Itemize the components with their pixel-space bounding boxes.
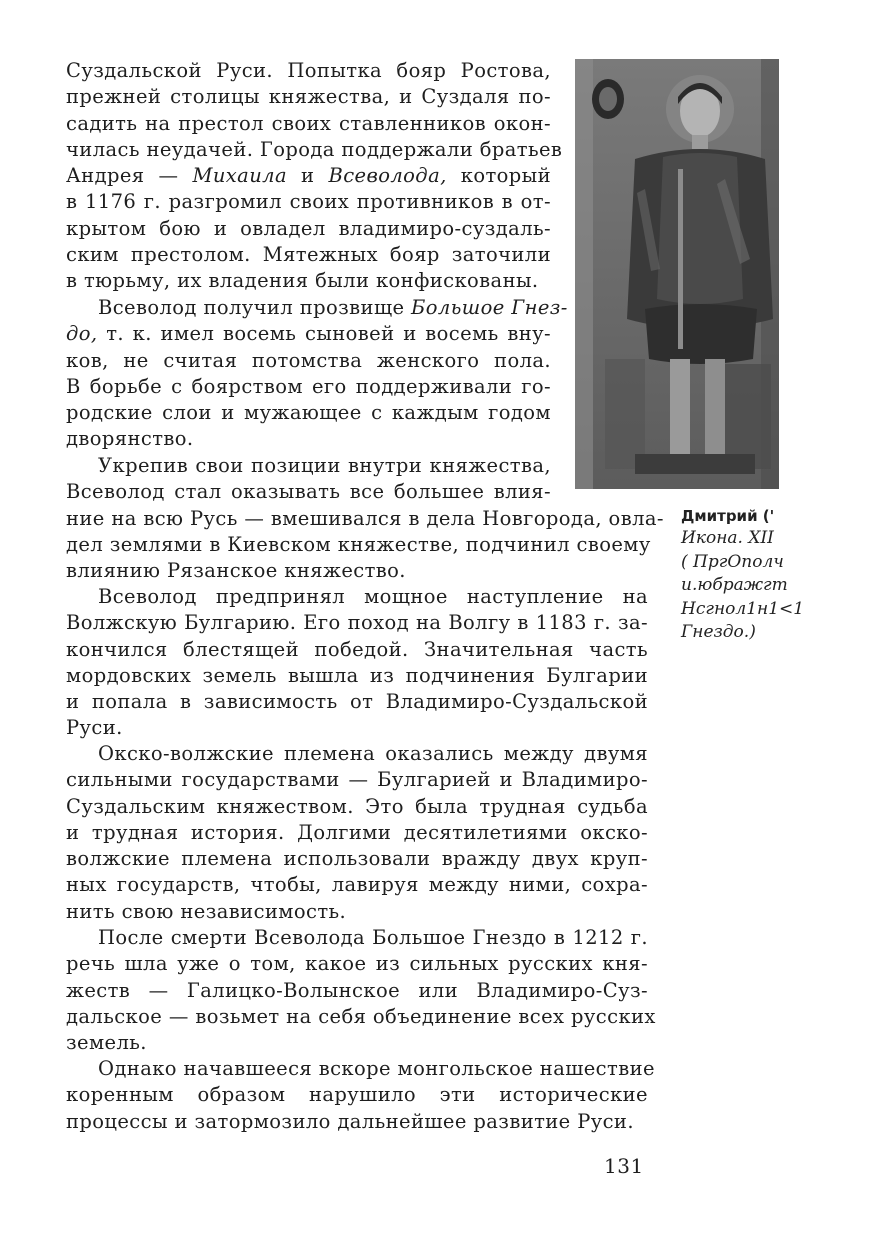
text-line: Суздальским княжеством. Это была трудная судьба	[66, 794, 648, 818]
caption-line: и.юбражгт	[681, 575, 788, 595]
paragraph-5	[66, 741, 648, 925]
text-line: прежней столицы княжества, и Суздаля по-	[66, 85, 551, 109]
text-line: ским престолом. Мятежных бояр заточили	[66, 243, 551, 267]
text-line: Волжскую Булгарию. Его поход на Волгу в 1183 г. за-	[66, 611, 648, 635]
caption-line: Икона. XII	[681, 528, 774, 548]
text-line: Всеволод стал оказывать все большее влия-	[66, 480, 551, 504]
text-fragment: т. к. имел восемь сыновей и восемь вну-	[97, 322, 551, 346]
text-line: Укрепив свои позиции внутри княжества,	[98, 454, 551, 477]
paragraph-6	[66, 925, 656, 1056]
text-line: жеств — Галицко-Волынское или Владимиро-Суз-	[66, 978, 648, 1002]
text-line: После смерти Всеволода Большое Гнездо в 1212 г.	[98, 926, 648, 949]
text-line: дальское — возьмет на себя объединение всех русских	[66, 1004, 656, 1028]
paragraph-4	[66, 584, 648, 742]
page-number: 131	[604, 1154, 644, 1178]
text-line: влиянию Рязанское княжество.	[66, 559, 406, 583]
paragraph-2	[66, 295, 648, 453]
text-line: Руси.	[66, 716, 123, 740]
text-fragment: Андрея —	[66, 164, 193, 188]
icon-image-saint-dmitry	[575, 59, 779, 489]
text-line: Всеволод предпринял мощное наступление на	[98, 585, 648, 608]
text-line: в 1176 г. разгромил своих противников в от-	[66, 190, 551, 214]
figure-caption	[681, 505, 821, 645]
text-line: Однако начавшееся вскоре монгольское нашествие	[98, 1057, 655, 1080]
paragraph-3	[66, 453, 664, 584]
text-line	[66, 163, 551, 189]
text-line: В борьбе с боярством его поддерживали го-	[66, 374, 551, 398]
italic-nickname-end: до,	[66, 322, 98, 346]
text-line: в тюрьму, их владения были конфискованы.	[66, 269, 539, 293]
text-line: дел землями в Киевском княжестве, подчинил своему	[66, 532, 651, 556]
text-line: кончился блестящей победой. Значительная часть	[66, 637, 648, 661]
text-line: земель.	[66, 1031, 147, 1055]
text-line: сильными государствами — Булгарией и Владимиро-	[66, 768, 648, 792]
caption-line: Нсгнол1н1<1	[681, 598, 805, 619]
italic-name-vsevolod: Всеволода,	[328, 164, 447, 188]
text-line: процессы и затормозило дальнейшее развитие Руси.	[66, 1109, 634, 1133]
text-line: речь шла уже о том, какое из сильных русских кня-	[66, 952, 648, 976]
text-line: садить на престол своих ставленников окон-	[66, 111, 551, 135]
paragraph-7	[66, 1056, 655, 1135]
text-line	[66, 295, 568, 321]
text-line: нить свою независимость.	[66, 899, 347, 923]
text-line: родские слои и мужающее с каждым годом	[66, 401, 551, 425]
text-line: Суздальской Руси. Попытка бояр Ростова,	[66, 59, 551, 82]
italic-name-mikhail: Михаила	[192, 164, 288, 188]
text-line: ние на всю Русь — вмешивался в дела Новгорода, овла-	[66, 506, 664, 530]
caption-title: Дмитрий ('	[681, 507, 775, 525]
text-line: волжские племена использовали вражду двух круп-	[66, 847, 648, 871]
text-fragment: и	[287, 164, 329, 188]
text-line: ных государств, чтобы, лавируя между ними, сохра-	[66, 873, 648, 897]
text-fragment: который	[446, 164, 551, 188]
text-fragment: Всеволод получил прозвище	[98, 296, 412, 319]
text-line	[66, 321, 551, 347]
text-line: и попала в зависимость от Владимиро-Суздальской	[66, 690, 648, 714]
text-line: чилась неудачей. Города поддержали братьев	[66, 137, 563, 161]
text-line: ков, не считая потомства женского пола.	[66, 348, 551, 372]
text-line: коренным образом нарушило эти исторические	[66, 1083, 648, 1107]
paragraph-1	[66, 58, 648, 295]
text-line: Окско-волжские племена оказались между двумя	[98, 742, 648, 765]
italic-nickname: Большое Гнез-	[411, 296, 568, 319]
text-line: крытом бою и овладел владимиро-суздаль-	[66, 216, 551, 240]
text-line: мордовских земель вышла из подчинения Булгарии	[66, 663, 648, 687]
caption-line: ( ПргОполч	[681, 551, 784, 572]
text-line: дворянство.	[66, 427, 194, 451]
text-line: и трудная история. Долгими десятилетиями окско-	[66, 820, 648, 844]
caption-line: Гнездо.)	[681, 622, 756, 642]
